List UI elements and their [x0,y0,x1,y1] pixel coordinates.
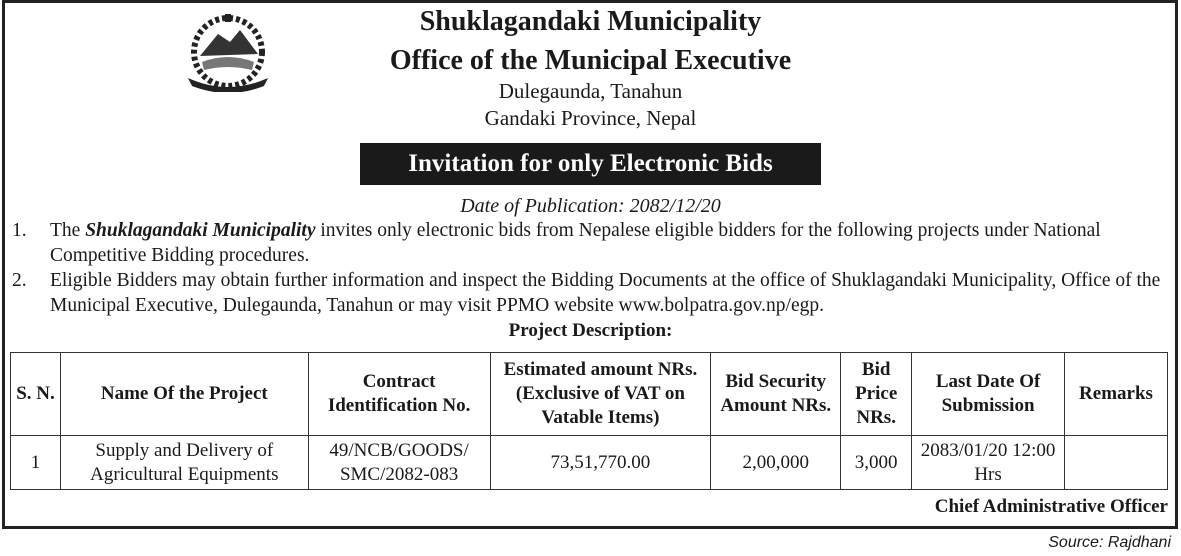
header-sn: S. N. [11,353,61,436]
source-credit: Source: Rajdhani [1048,534,1171,551]
header-project-name: Name Of the Project [60,353,308,436]
cell-contract-id: 49/NCB/GOODS/ SMC/2082-083 [308,436,490,490]
paragraph-1 [12,218,1172,268]
paragraph-text: invites only electronic bids from Nepalese eligible bidders for the following projects under National Competitive Bidding procedures. [50,220,1101,266]
project-table [10,352,1168,490]
header-bid-security: Bid Security Amount NRs. [711,353,841,436]
project-description-heading: Project Description: [508,320,673,341]
address-line-1: Dulegaunda, Tanahun [498,79,683,103]
paragraph-2 [12,268,1172,318]
paragraph-text: Eligible Bidders may obtain further information and inspect the Bidding Documents at the office of Shuklagandaki Municipality, Office of the Municipal Executive, Dulegaunda, Tanahun or may visit PPMO website www.bolpatra.gov.np/egp. [50,270,1161,316]
office-name: Office of the Municipal Executive [389,45,792,76]
municipality-emphasis: Shuklagandaki Municipality [85,220,316,241]
header-bid-price: Bid Price NRs. [841,353,912,436]
paragraph-number: 1. [12,220,27,241]
notice-title-banner: Invitation for only Electronic Bids [360,143,821,185]
cell-bid-price: 3,000 [841,436,912,490]
address-line-2: Gandaki Province, Nepal [484,106,697,130]
signature-title: Chief Administrative Officer [934,496,1168,517]
cell-last-date: 2083/01/20 12:00 Hrs [912,436,1065,490]
header-contract-id: Contract Identification No. [308,353,490,436]
header-estimated-amount: Estimated amount NRs. (Exclusive of VAT on Vatable Items) [490,353,711,436]
municipality-name: Shuklagandaki Municipality [419,6,762,37]
cell-sn: 1 [11,436,61,490]
cell-project-name: Supply and Delivery of Agricultural Equipments [60,436,308,490]
paragraph-text: The [50,220,86,241]
cell-estimated-amount: 73,51,770.00 [490,436,711,490]
cell-bid-security: 2,00,000 [711,436,841,490]
table-header-row [11,353,1168,436]
cell-remarks [1065,436,1168,490]
table-row [11,436,1168,490]
header-remarks: Remarks [1065,353,1168,436]
paragraph-number: 2. [12,270,27,291]
header-last-date: Last Date Of Submission [912,353,1065,436]
publication-date: Date of Publication: 2082/12/20 [460,195,721,217]
